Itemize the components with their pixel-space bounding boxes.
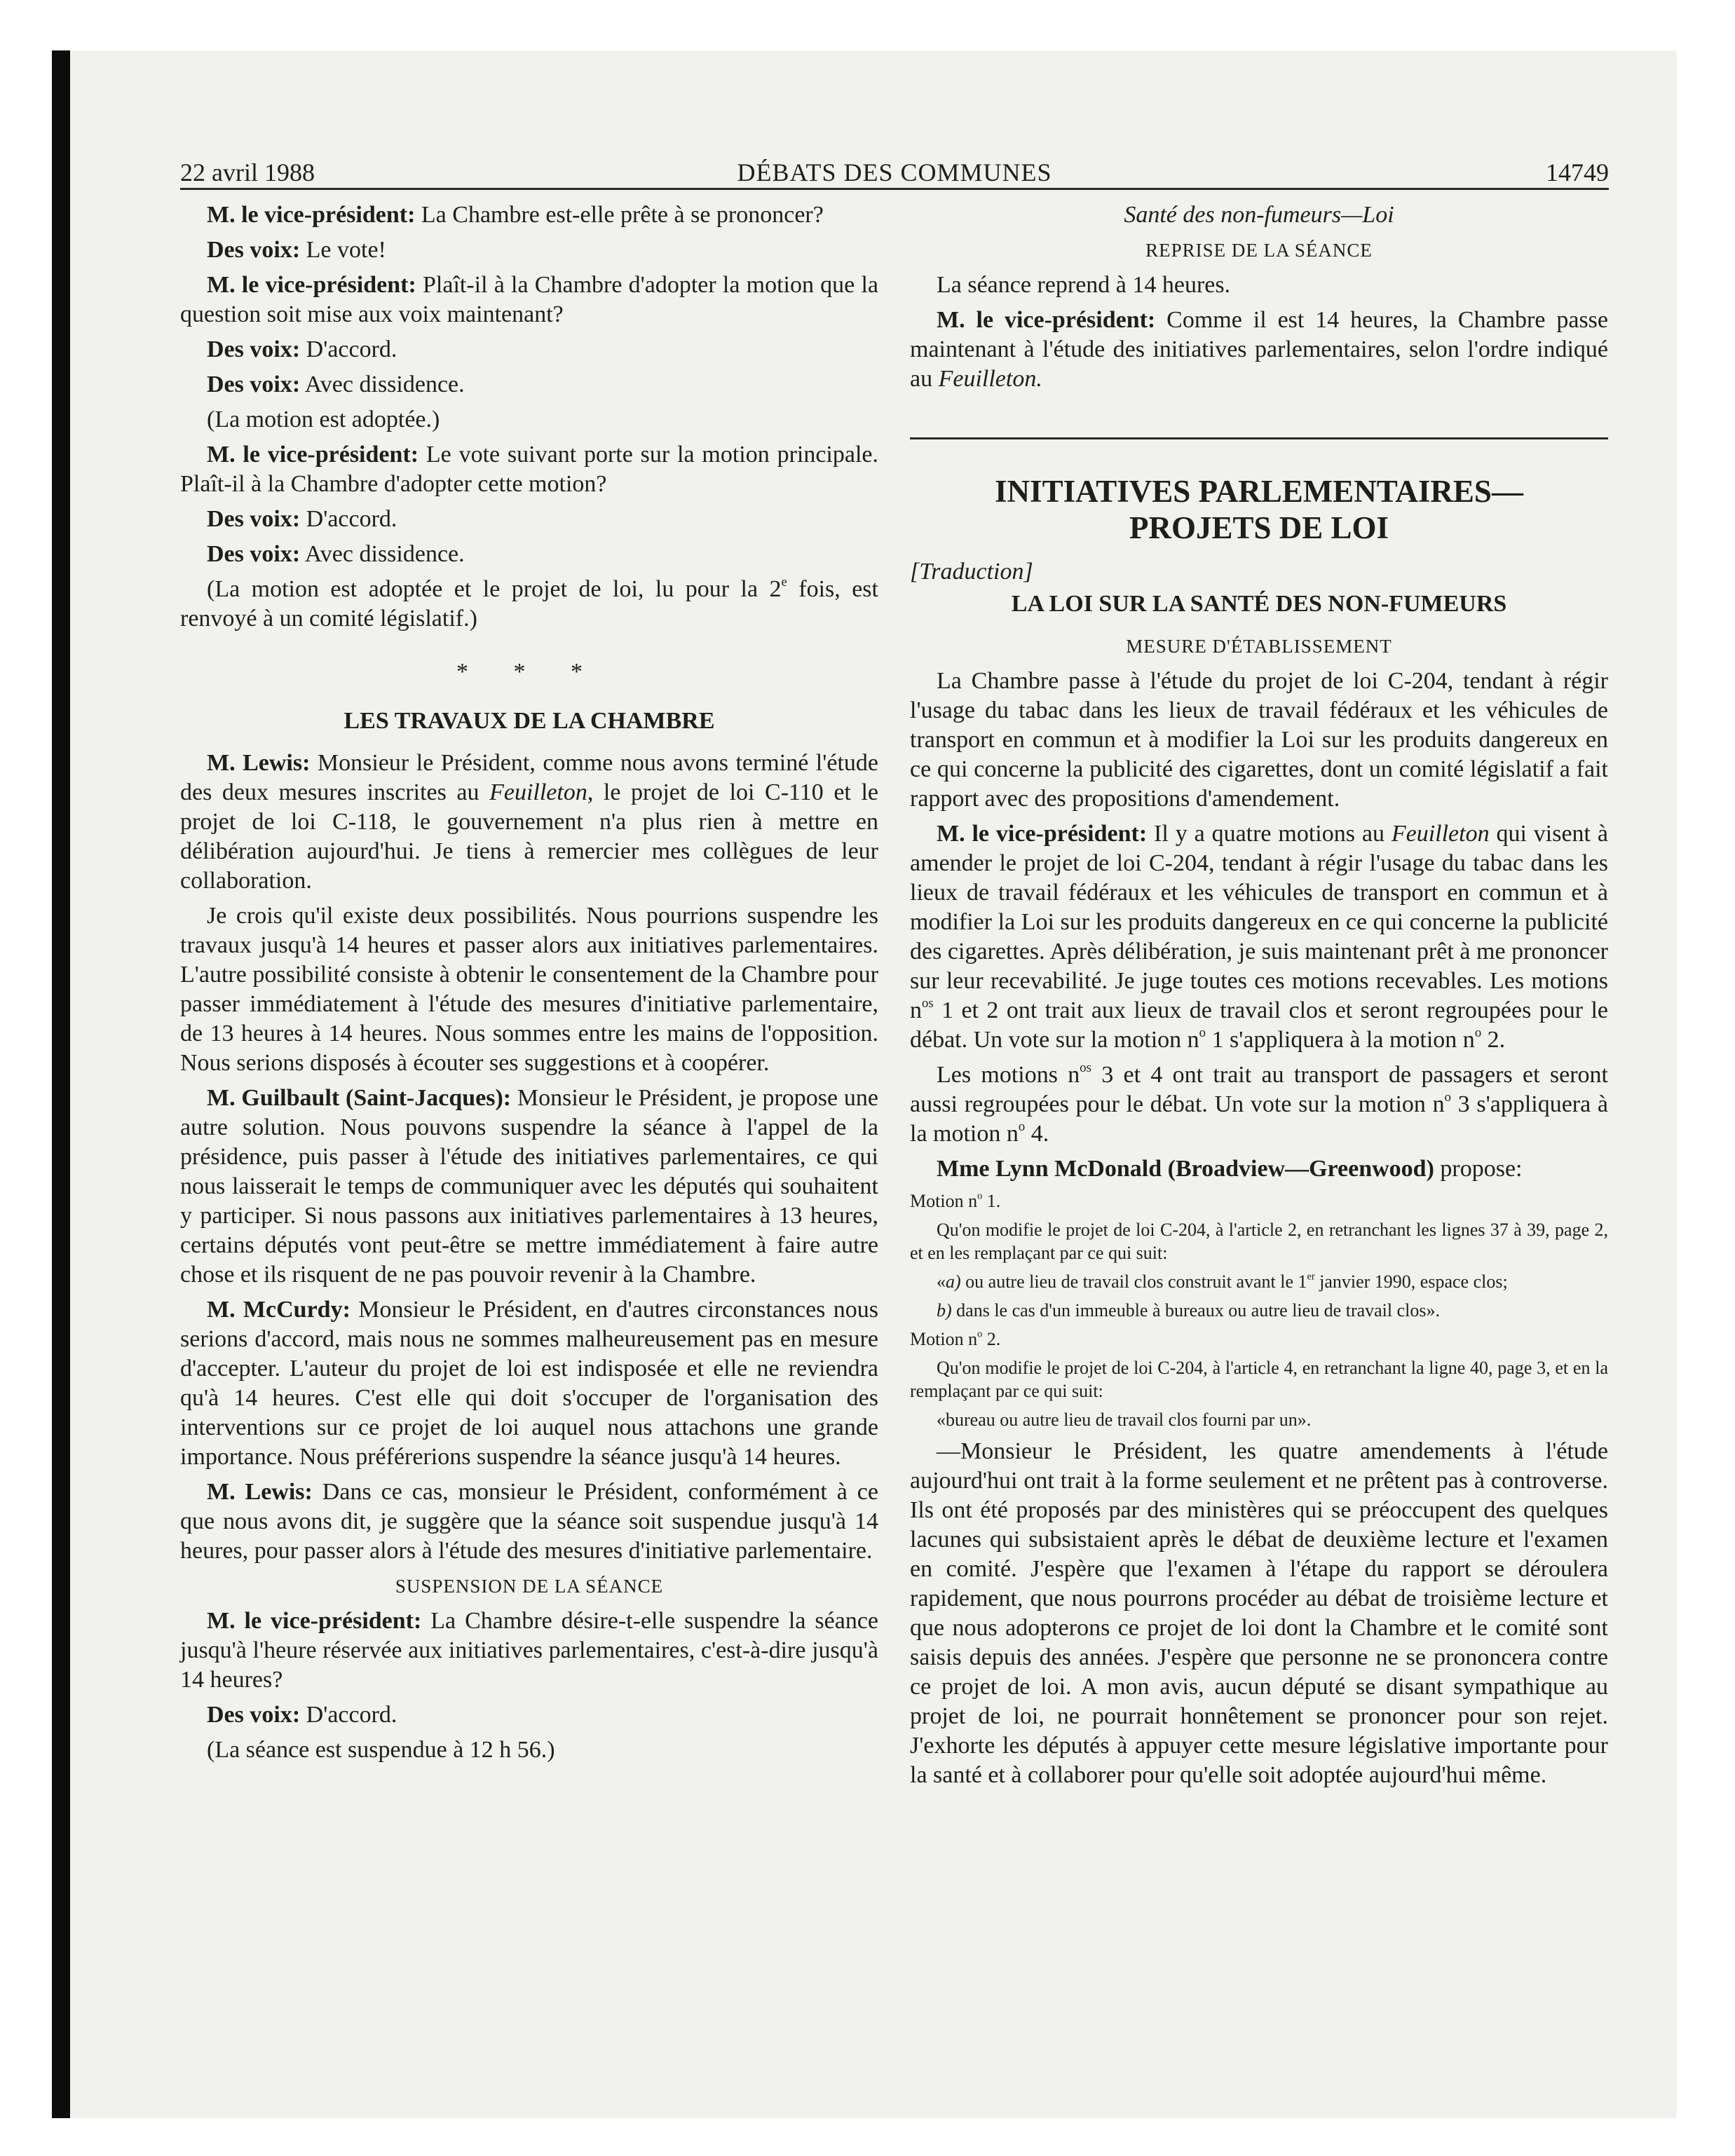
motion-text: Qu'on modifie le projet de loi C-204, à l'article 2, en retranchant les lignes 37 à 39, page 2, et en les remplaçant par ce qui suit:: [910, 1220, 1608, 1263]
paragraph: Des voix: Le vote!: [207, 237, 386, 263]
header-date: 22 avril 1988: [180, 158, 315, 186]
right-column: [910, 200, 1608, 1796]
section-heading: LES TRAVAUX DE LA CHAMBRE: [343, 708, 715, 734]
paragraph: M. Lewis: Dans ce cas, monsieur le Président, conformément à ce que nous avons dit, je suggère que la séance soit suspendue jusqu'à 14 heures, pour passer alors à l'étude des mesures d'initiative parlementaire.: [180, 1479, 878, 1564]
speaker: M. le vice-président:: [937, 307, 1156, 333]
speaker: M. McCurdy:: [207, 1297, 351, 1323]
speaker: Des voix:: [207, 1702, 301, 1728]
paragraph: M. le vice-président: La Chambre désire-t-elle suspendre la séance jusqu'à l'heure réservée aux initiatives parlementaires, c'est-à-dire jusqu'à 14 heures?: [180, 1608, 879, 1693]
motion-quote: «a) ou autre lieu de travail clos construit avant le 1er janvier 1990, espace clos;: [937, 1271, 1508, 1292]
running-title: Santé des non-fumeurs—Loi: [1124, 202, 1394, 228]
section-rule: [910, 437, 1608, 439]
paragraph: La séance reprend à 14 heures.: [937, 272, 1231, 298]
paragraph: (La séance est suspendue à 12 h 56.): [207, 1737, 555, 1763]
page-number: 14749: [1546, 158, 1609, 186]
translation-note: [Traduction]: [910, 559, 1033, 585]
subheading: REPRISE DE LA SÉANCE: [1145, 240, 1373, 261]
motion-label: Motion $n^o$ 2.: [910, 1328, 1001, 1349]
paragraph: (La motion est adoptée et le projet de loi, lu pour la 2e fois, est renvoyé à un comité législatif.): [180, 575, 878, 632]
paragraph: M. Lewis: Monsieur le Président, comme nous avons terminé l'étude des deux mesures inscrites au Feuilleton, le projet de loi C-110 et le projet de loi C-118, le gouvernement n'a plus rien à mettre en délibération aujourd'hui. Je tiens à remercier mes collègues de leur collaboration.: [180, 750, 878, 894]
paragraph: M. le vice-président: Il y a quatre motions au Feuilleton qui visent à amender le projet de loi C-204, tendant à régir l'usage du tabac dans les lieux de travail fédéraux et les véhicules de transport en commun et à modifier la Loi sur les produits dangereux en ce qui concerne la publicité des cigarettes. Après délibération, je suis maintenant prêt à me prononcer sur leur recevabilité. Je juge toutes ces motions recevables. Les motions $n^{os}$ 1 et 2 ont trait aux lieux de travail clos et seront regroupées pour le débat. Un vote sur la motion $n^o$ 1 s'appliquera à la motion $n^o$ 2.: [910, 821, 1608, 1053]
page-header: [180, 156, 1609, 189]
header-title: DÉBATS DES COMMUNES: [737, 158, 1052, 186]
paragraph: M. le vice-président: Plaît-il à la Chambre d'adopter la motion que la question soit mise aux voix maintenant?: [180, 272, 879, 327]
paragraph: Je crois qu'il existe deux possibilités. Nous pourrions suspendre les travaux jusqu'à 14 heures et passer alors aux initiatives parlementaires. L'autre possibilité consiste à obtenir le consentement de la Chambre pour passer immédiatement à l'étude des mesures d'initiative parlementaire, de 13 heures à 14 heures. Nous sommes entre les mains de l'opposition. Nous serions disposés à écouter ses suggestions et à coopérer.: [180, 903, 878, 1076]
paragraph: M. le vice-président: Le vote suivant porte sur la motion principale. Plaît-il à la Chambre d'adopter cette motion?: [180, 442, 878, 497]
paragraph: M. le vice-président: Comme il est 14 heures, la Chambre passe maintenant à l'étude des initiatives parlementaires, selon l'ordre indiqué au Feuilleton.: [910, 307, 1608, 392]
motion-quote: «bureau ou autre lieu de travail clos fourni par un».: [937, 1410, 1312, 1430]
speaker: M. le vice-président:: [937, 821, 1148, 847]
header-rule: [180, 188, 1609, 190]
speaker: M. Lewis:: [207, 1479, 313, 1505]
paragraph: Mme Lynn McDonald (Broadview—Greenwood) propose:: [937, 1156, 1523, 1182]
paragraph: Des voix: Avec dissidence.: [207, 371, 465, 397]
speaker: M. Guilbault (Saint-Jacques):: [207, 1085, 512, 1111]
paragraph: Des voix: Avec dissidence.: [207, 541, 465, 567]
speaker: M. le vice-président:: [207, 1608, 422, 1634]
speaker: Des voix:: [207, 506, 301, 532]
motion-quote: b) dans le cas d'un immeuble à bureaux ou autre lieu de travail clos».: [937, 1300, 1441, 1321]
subheading: MESURE D'ÉTABLISSEMENT: [1126, 636, 1392, 657]
motion-label: Motion $n^o$ 1.: [910, 1190, 1001, 1211]
section-separator: * * *: [456, 659, 602, 685]
speaker: Des voix:: [207, 371, 301, 397]
paragraph: M. Guilbault (Saint-Jacques): Monsieur le Président, je propose une autre solution. Nous pouvons suspendre la séance à l'appel de la présidence, puis passer à l'étude des initiatives parlementaires, ce qui nous laisserait le temps de communiquer avec les députés qui souhaitent y participer. Si nous passons aux initiatives parlementaires à 13 heures, certains députés vont peut-être se mettre immédiatement à faire autre chose et ils risquent de ne pas pouvoir revenir à la Chambre.: [180, 1085, 878, 1288]
speaker: M. le vice-président:: [207, 272, 416, 298]
speaker: Mme Lynn McDonald (Broadview—Greenwood): [937, 1156, 1434, 1182]
paragraph: Les motions $n^{os}$ 3 et 4 ont trait au transport de passagers et seront aussi regroupées pour le débat. Un vote sur la motion $n^o$ 3 s'appliquera à la motion $n^o$ 4.: [910, 1060, 1609, 1147]
speaker: Des voix:: [207, 336, 301, 362]
speaker: M. le vice-président:: [207, 202, 416, 228]
main-heading: INITIATIVES PARLEMENTAIRES— PROJETS DE LOI: [995, 474, 1523, 545]
paragraph: La Chambre passe à l'étude du projet de loi C-204, tendant à régir l'usage du tabac dans les lieux de travail fédéraux et les véhicules de transport en commun et à modifier la Loi sur les produits dangereux en ce qui concerne la publicité des cigarettes, dont un comité législatif a fait rapport avec des propositions d'amendement.: [910, 668, 1608, 812]
speaker: Des voix:: [207, 541, 301, 567]
paragraph: (La motion est adoptée.): [207, 407, 440, 432]
speaker: M. Lewis:: [207, 750, 311, 776]
subheading: SUSPENSION DE LA SÉANCE: [395, 1576, 664, 1597]
motion-text: Qu'on modifie le projet de loi C-204, à l'article 4, en retranchant la ligne 40, page 3, et en la remplaçant par ce qui suit:: [910, 1358, 1608, 1401]
bill-heading: LA LOI SUR LA SANTÉ DES NON-FUMEURS: [1011, 591, 1507, 617]
paragraph: M. le vice-président: La Chambre est-elle prête à se prononcer?: [207, 202, 824, 228]
paragraph: —Monsieur le Président, les quatre amendements à l'étude aujourd'hui ont trait à la forme seulement et ne prêtent pas à controverse. Ils ont été proposés par des ministères qui se préoccupent des quelques lacunes qui subsistaient après le débat de deuxième lecture et l'examen en comité. J'espère que l'examen à l'étape du rapport se déroulera rapidement, que nous pourrons procéder au débat de troisième lecture et que nous adopterons ce projet de loi dont la Chambre et le comité sont saisis depuis des années. J'espère que personne ne se prononcera contre ce projet de loi. A mon avis, aucun député se disant sympathique au projet de loi, ne pourrait honnêtement se prononcer pour son rejet. J'exhorte les députés à appuyer cette mesure législative importante pour la santé et à collaborer pour qu'elle soit adoptée aujourd'hui même.: [910, 1438, 1608, 1788]
speaker: M. le vice-président:: [207, 442, 419, 468]
paragraph: M. McCurdy: Monsieur le Président, en d'autres circonstances nous serions d'accord, mais nous ne sommes malheureusement pas en mesure d'accepter. L'auteur du projet de loi est indisposée et elle ne reviendra qu'à 14 heures. C'est elle qui doit s'occuper de l'organisation des interventions sur ce projet de loi auquel nous attachons une grande importance. Nous préférerions suspendre la séance jusqu'à 14 heures.: [180, 1297, 878, 1470]
paragraph: Des voix: D'accord.: [207, 336, 397, 362]
paragraph: Des voix: D'accord.: [207, 506, 397, 532]
left-column: [180, 200, 878, 1770]
paragraph: Des voix: D'accord.: [207, 1702, 397, 1728]
speaker: Des voix:: [207, 237, 301, 263]
